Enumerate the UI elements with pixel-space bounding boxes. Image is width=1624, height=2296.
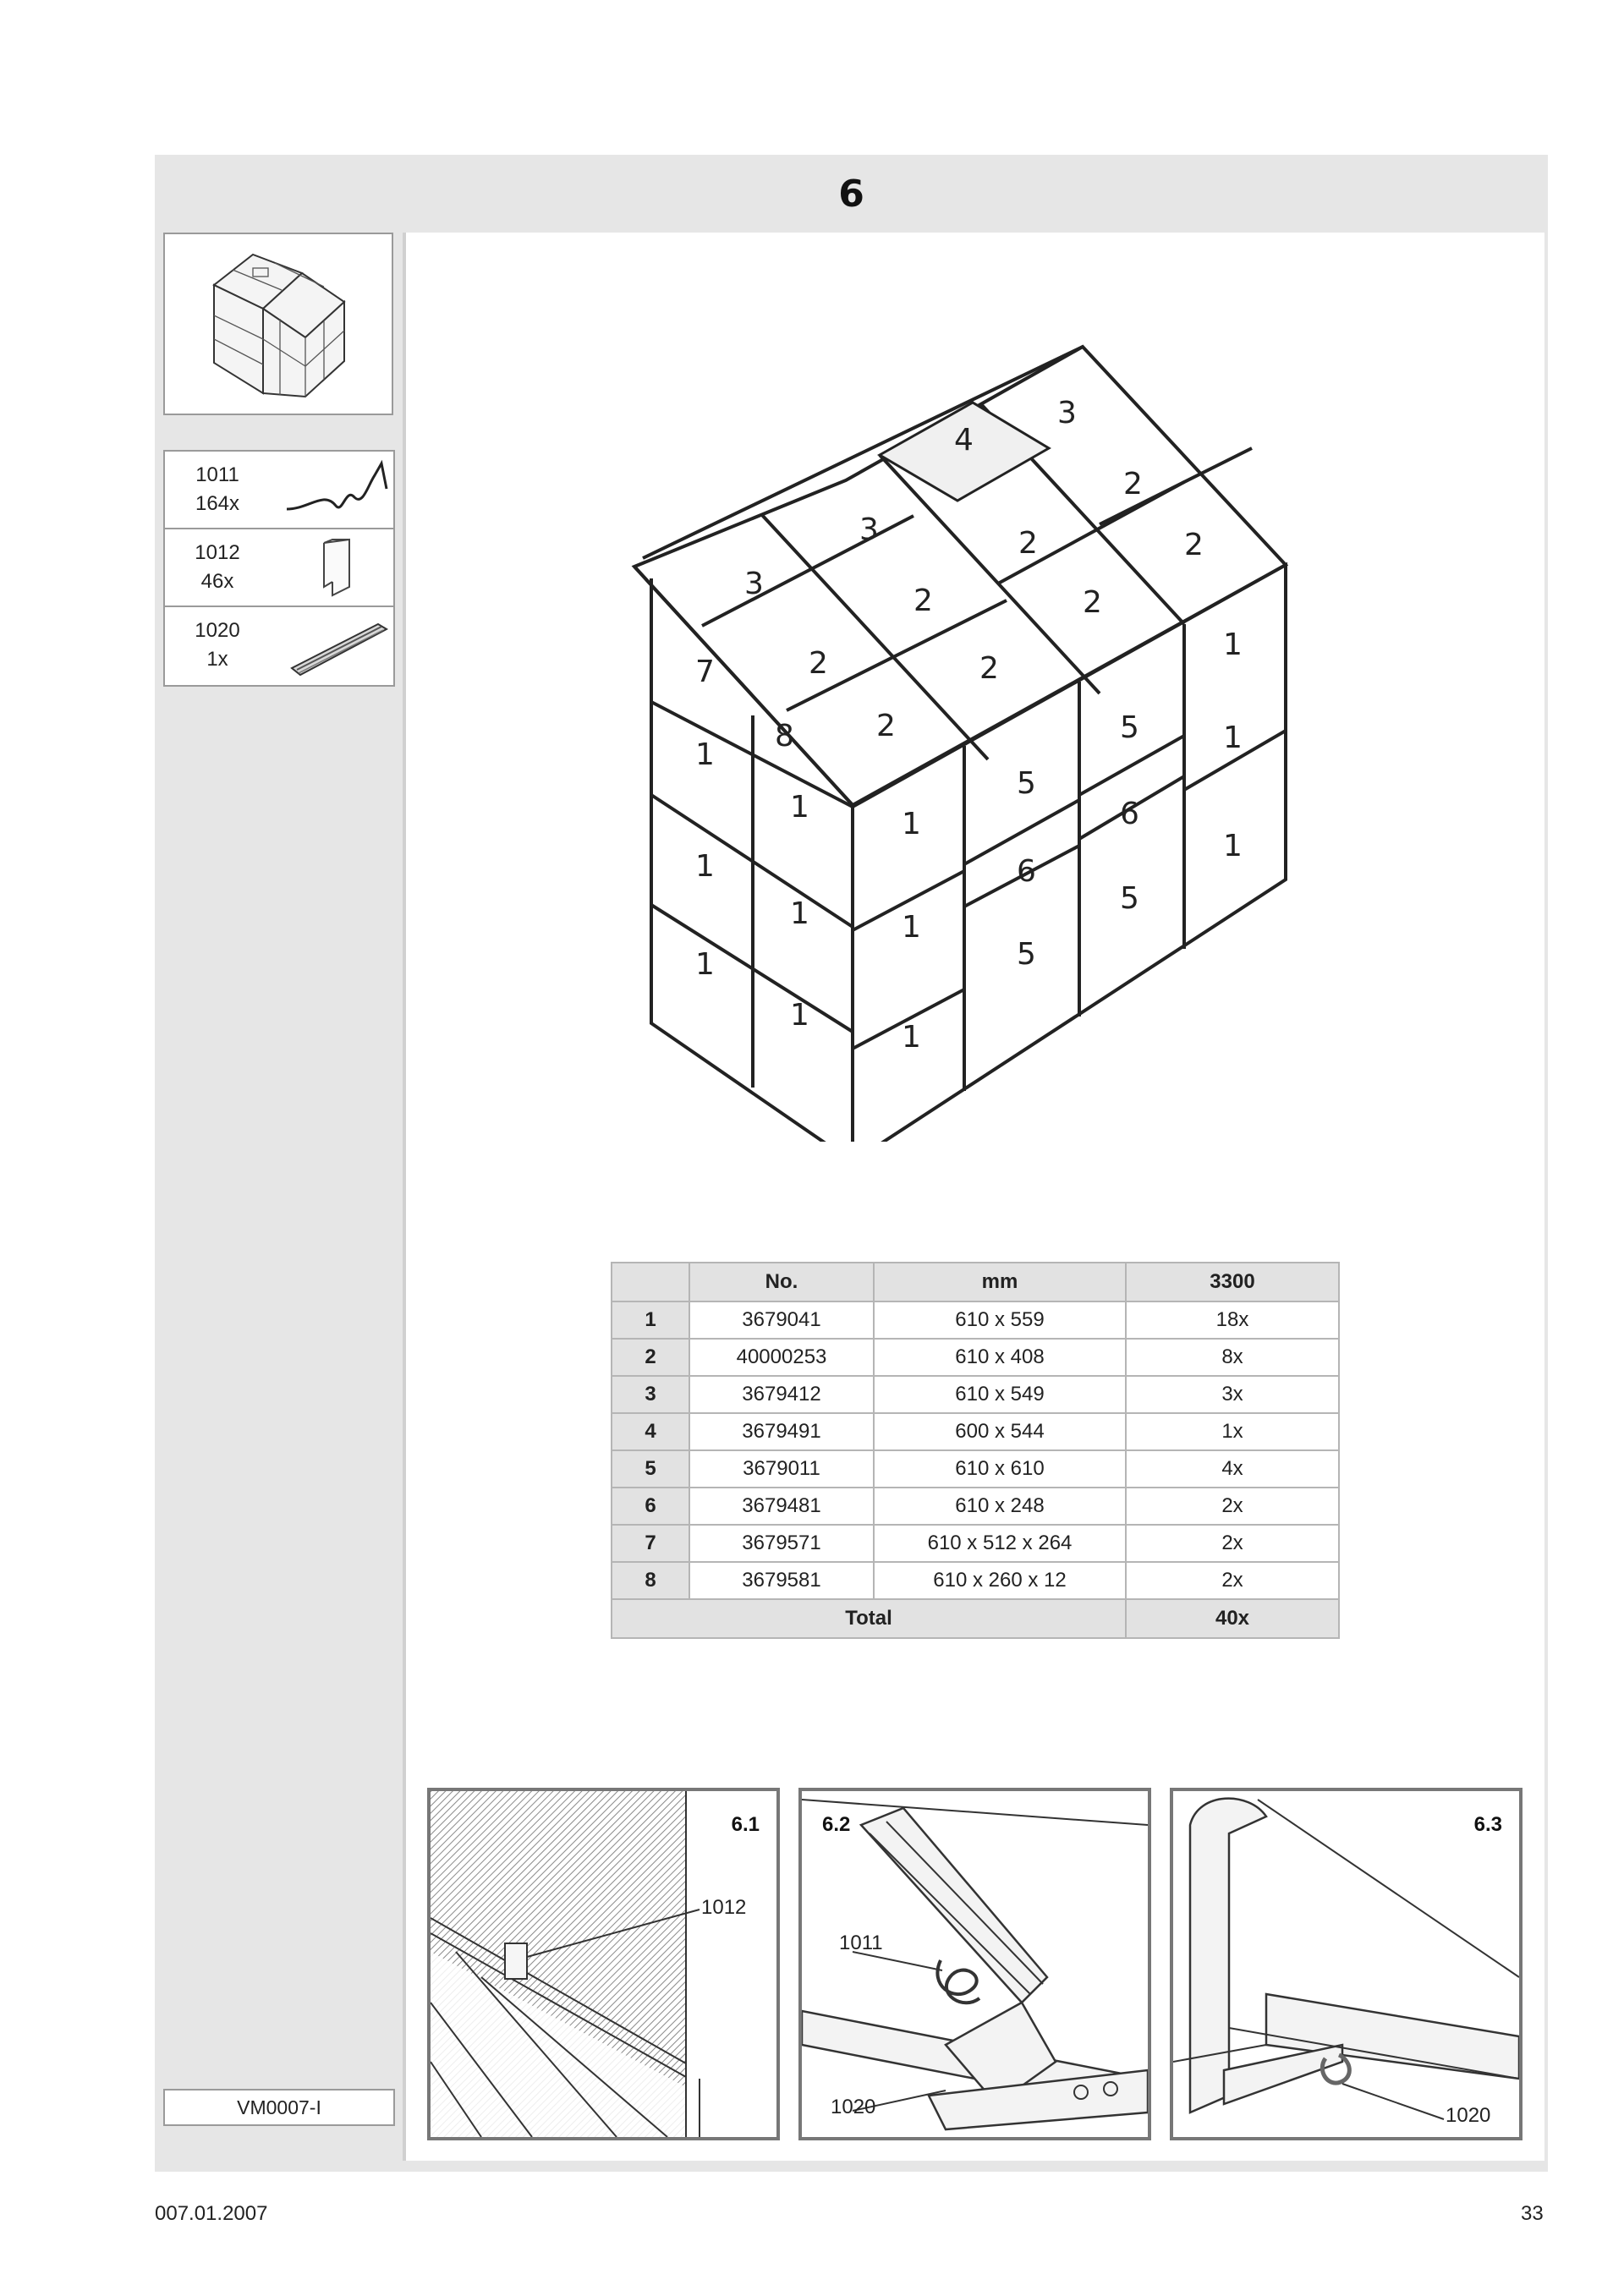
panel-label: 5	[1017, 937, 1036, 972]
panel-label: 1	[695, 849, 715, 884]
part-callout: 1020	[831, 2096, 876, 2118]
total-quantity: 40x	[1126, 1599, 1339, 1638]
part-callout: 1012	[701, 1896, 747, 1919]
part-number: 1020	[195, 619, 240, 642]
panel-label: 6	[1120, 797, 1139, 831]
row-number: 4	[612, 1413, 689, 1450]
panel-label: 3	[1057, 396, 1077, 430]
table-row	[612, 1339, 1339, 1376]
panel-label: 1	[1223, 829, 1243, 863]
panel-label: 6	[1017, 854, 1036, 889]
detail-label: 6.1	[731, 1813, 760, 1836]
dimension-cell: 610 x 408	[874, 1339, 1126, 1376]
panel-label: 4	[954, 423, 974, 458]
row-number: 2	[612, 1339, 689, 1376]
step-number: 6	[838, 172, 864, 216]
part-row	[165, 452, 393, 529]
detail-label: 6.3	[1473, 1813, 1502, 1836]
table-row	[612, 1525, 1339, 1562]
panel-label: 1	[695, 737, 715, 772]
part-quantity: 46x	[200, 570, 234, 593]
panel-spec-table	[611, 1262, 1340, 1639]
panel-label: 1	[902, 910, 921, 945]
part-row	[165, 529, 393, 607]
dimension-cell: 610 x 260 x 12	[874, 1562, 1126, 1599]
quantity-cell: 1x	[1126, 1413, 1339, 1450]
dimension-cell: 610 x 559	[874, 1301, 1126, 1339]
footer-date: 007.01.2007	[155, 2202, 268, 2225]
panel-label: 2	[979, 651, 999, 686]
row-number: 3	[612, 1376, 689, 1413]
page-number: 33	[1521, 2202, 1544, 2225]
header-cell	[612, 1263, 689, 1301]
part-number-cell: 3679041	[689, 1301, 874, 1339]
part-quantity: 1x	[206, 648, 228, 671]
panel-label: 3	[859, 512, 879, 547]
table-row	[612, 1376, 1339, 1413]
part-number: 1011	[195, 463, 239, 486]
detail-6-1-illustration	[431, 1791, 776, 2137]
quantity-cell: 4x	[1126, 1450, 1339, 1488]
part-number-cell: 3679571	[689, 1525, 874, 1562]
bracket-clip-icon	[283, 534, 390, 602]
part-number-cell: 3679491	[689, 1413, 874, 1450]
total-label: Total	[612, 1599, 1126, 1638]
header-cell: 3300	[1126, 1263, 1339, 1301]
dimension-cell: 610 x 512 x 264	[874, 1525, 1126, 1562]
dimension-cell: 610 x 549	[874, 1376, 1126, 1413]
document-code: VM0007-I	[163, 2089, 395, 2126]
table-row	[612, 1301, 1339, 1339]
dimension-cell: 610 x 610	[874, 1450, 1126, 1488]
panel-label: 5	[1120, 710, 1139, 745]
panel-label: 2	[876, 709, 896, 743]
panel-label: 2	[1083, 585, 1102, 620]
detail-6-2-illustration	[802, 1791, 1148, 2137]
panel-label: 5	[1017, 766, 1036, 801]
panel-label: 1	[1223, 627, 1243, 662]
header-cell: mm	[874, 1263, 1126, 1301]
parts-list	[163, 450, 395, 687]
row-number: 5	[612, 1450, 689, 1488]
part-callout: 1020	[1446, 2104, 1491, 2127]
dimension-cell: 600 x 544	[874, 1413, 1126, 1450]
panel-label: 2	[1123, 467, 1143, 501]
greenhouse-thumbnail-icon	[165, 234, 392, 414]
part-number-cell: 40000253	[689, 1339, 874, 1376]
table-row	[612, 1488, 1339, 1525]
profile-rail-icon	[283, 612, 390, 680]
part-number: 1012	[195, 541, 240, 564]
panel-label: 2	[809, 646, 828, 681]
part-number-cell: 3679481	[689, 1488, 874, 1525]
panel-label: 1	[790, 790, 809, 825]
part-row	[165, 607, 393, 685]
table-row	[612, 1450, 1339, 1488]
table-total-row	[612, 1599, 1339, 1638]
quantity-cell: 3x	[1126, 1376, 1339, 1413]
part-quantity: 164x	[195, 492, 240, 515]
panel-label: 1	[1223, 721, 1243, 755]
table-row	[612, 1562, 1339, 1599]
panel-label: 1	[902, 1020, 921, 1055]
header-cell: No.	[689, 1263, 874, 1301]
quantity-cell: 18x	[1126, 1301, 1339, 1339]
detail-label: 6.2	[822, 1813, 851, 1836]
part-number-cell: 3679011	[689, 1450, 874, 1488]
panel-label: 1	[695, 947, 715, 982]
dimension-cell: 610 x 248	[874, 1488, 1126, 1525]
panel-label: 1	[790, 998, 809, 1033]
panel-label: 5	[1120, 881, 1139, 916]
panel-label: 2	[1018, 526, 1038, 561]
row-number: 6	[612, 1488, 689, 1525]
quantity-cell: 2x	[1126, 1488, 1339, 1525]
detail-6-3-illustration	[1173, 1791, 1519, 2137]
row-number: 1	[612, 1301, 689, 1339]
step-header	[155, 155, 1548, 233]
detail-panel-6-2	[798, 1788, 1151, 2140]
row-number: 7	[612, 1525, 689, 1562]
quantity-cell: 8x	[1126, 1339, 1339, 1376]
panel-label: 2	[914, 584, 933, 618]
quantity-cell: 2x	[1126, 1525, 1339, 1562]
quantity-cell: 2x	[1126, 1562, 1339, 1599]
part-number-cell: 3679581	[689, 1562, 874, 1599]
part-callout: 1011	[839, 1932, 883, 1954]
panel-label: 1	[790, 896, 809, 931]
table-row	[612, 1413, 1339, 1450]
greenhouse-panel-diagram	[626, 313, 1303, 1142]
row-number: 8	[612, 1562, 689, 1599]
panel-label: 2	[1184, 528, 1204, 562]
part-number-cell: 3679412	[689, 1376, 874, 1413]
panel-label: 8	[775, 719, 794, 753]
panel-label: 1	[902, 807, 921, 841]
panel-label: 3	[744, 567, 764, 601]
panel-label: 7	[695, 655, 715, 689]
table-header-row	[612, 1263, 1339, 1301]
wire-clip-icon	[283, 457, 390, 524]
detail-panel-6-1	[427, 1788, 780, 2140]
detail-panel-6-3	[1170, 1788, 1522, 2140]
greenhouse-thumbnail	[163, 233, 393, 415]
